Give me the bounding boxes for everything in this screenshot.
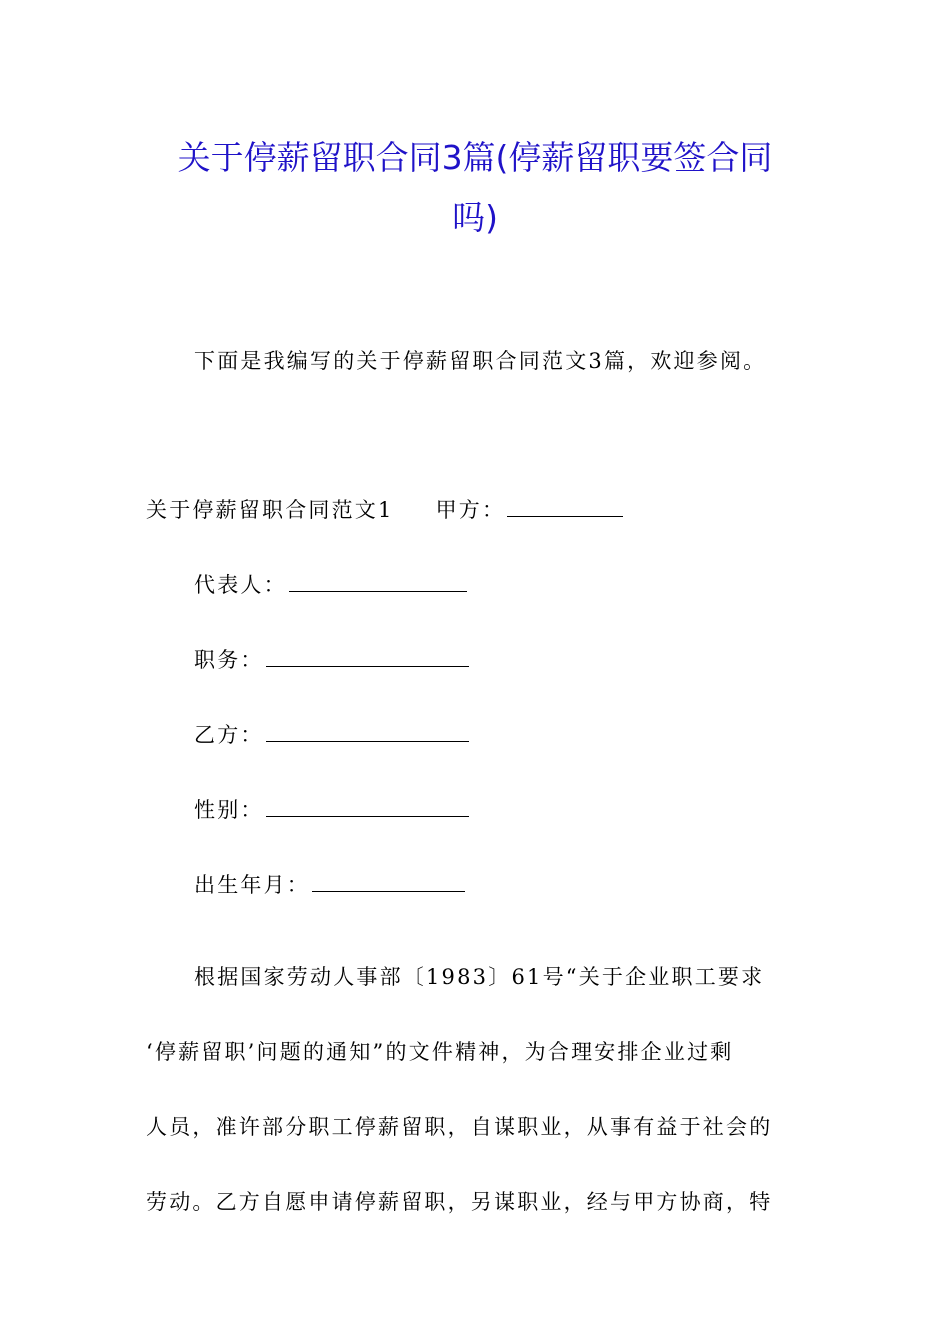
title-line-2: 吗) [452,198,498,237]
party-a-label: 甲方： [435,498,506,522]
section-heading: 关于停薪留职合同范文1 [146,498,394,522]
field-position [194,644,469,675]
field-birth-date [194,869,465,900]
paragraph-line-2: ‘停薪留职’问题的通知”的文件精神，为合理安排企业过剩 [146,1040,734,1064]
title-line-1: 关于停薪留职合同3篇(停薪留职要签合同 [177,138,773,177]
paragraph-line-1: 根据国家劳动人事部〔1983〕61号“关于企业职工要求 [194,965,765,989]
field-blank [266,794,469,817]
section-heading-row [146,494,623,525]
field-label: 职务： [194,648,264,672]
document-title [110,128,840,248]
field-blank [266,719,469,742]
field-label: 出生年月： [194,873,310,897]
field-blank [312,869,465,892]
intro-text: 下面是我编写的关于停薪留职合同范文3篇，欢迎参阅。 [194,349,767,373]
field-label: 乙方： [194,723,264,747]
paragraph-line-4: 劳动。乙方自愿申请停薪留职，另谋职业，经与甲方协商，特 [146,1190,773,1214]
field-label: 性别： [194,798,264,822]
party-a-blank [507,494,623,517]
field-representative [194,569,467,600]
paragraph-line-3: 人员，准许部分职工停薪留职，自谋职业，从事有益于社会的 [146,1115,773,1139]
field-blank [289,569,467,592]
body-paragraph [146,940,806,1240]
field-party-b [194,719,469,750]
field-label: 代表人： [194,573,287,597]
field-blank [266,644,469,667]
field-gender [194,794,469,825]
